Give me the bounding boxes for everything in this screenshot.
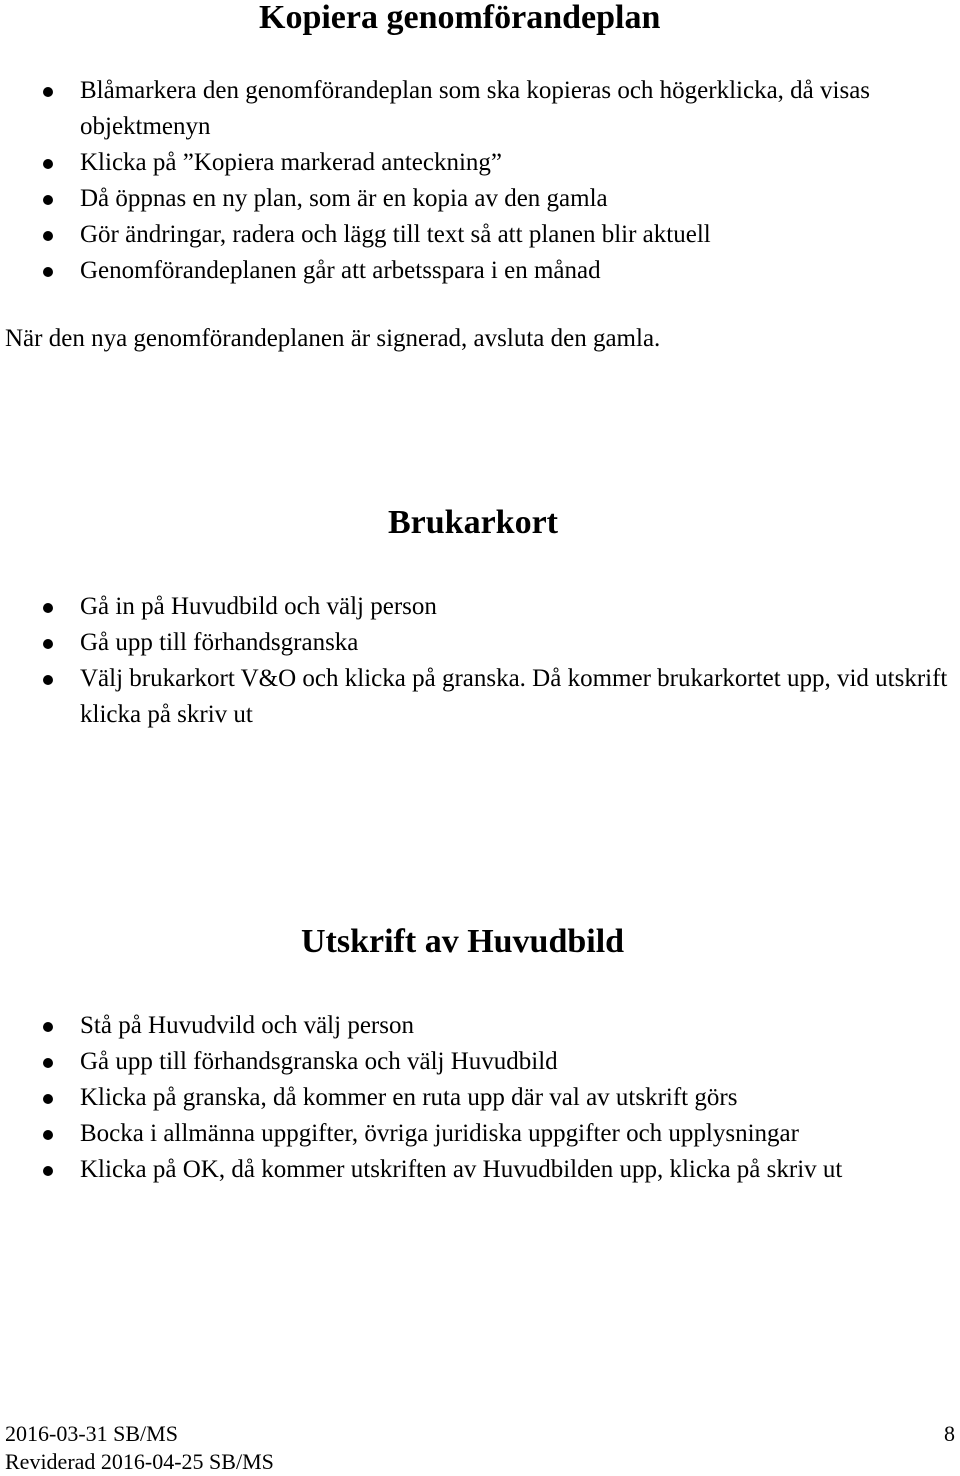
list-item [0,253,960,289]
bullet-icon [43,1166,53,1176]
list-item [0,589,960,625]
list-item [0,217,960,253]
page-number: 8 [944,1421,955,1446]
list-item-text: Klicka på ”Kopiera markerad anteckning” [80,149,503,176]
list-item [0,1008,960,1044]
list-item-text: Stå på Huvudvild och välj person [80,1012,414,1039]
bullet-icon [43,159,53,169]
section-title-utskrift: Utskrift av Huvudbild [301,923,625,960]
bullet-icon [43,195,53,205]
list-item [0,1080,960,1116]
closing-paragraph: När den nya genomförandeplanen är signerad, avsluta den gamla. [5,325,661,352]
bullet-icon [43,1022,53,1032]
list-item-text: Klicka på OK, då kommer utskriften av Huvudbilden upp, klicka på skriv ut [80,1156,843,1183]
list-item-text: Gå upp till förhandsgranska och välj Huvudbild [80,1048,558,1075]
list-item-text: Då öppnas en ny plan, som är en kopia av den gamla [80,185,608,212]
bullet-icon [43,267,53,277]
bullet-list-kopiera [0,73,960,289]
list-item-text: Blåmarkera den genomförandeplan som ska kopieras och högerklicka, då visas objektmenyn [80,77,871,140]
bullet-icon [43,87,53,97]
list-item-text: Genomförandeplanen går att arbetsspara i en månad [80,257,601,284]
bullet-icon [43,231,53,241]
list-item [0,145,960,181]
list-item [0,661,960,733]
bullet-icon [43,1058,53,1068]
list-item-text: Välj brukarkort V&O och klicka på granska. Då kommer brukarkortet upp, vid utskrift klicka på skriv ut [80,665,948,728]
list-item [0,1116,960,1152]
list-item-text: Bocka i allmänna uppgifter, övriga juridiska uppgifter och upplysningar [80,1120,799,1147]
list-item-text: Gå upp till förhandsgranska [80,629,359,656]
list-item-text: Gå in på Huvudbild och välj person [80,593,437,620]
list-item-text: Klicka på granska, då kommer en ruta upp där val av utskrift görs [80,1084,738,1111]
section-title-brukarkort: Brukarkort [388,504,558,541]
list-item [0,1152,960,1188]
bullet-icon [43,603,53,613]
bullet-list-utskrift [0,1008,960,1188]
footer-revised-date: Reviderad 2016-04-25 SB/MS [5,1449,274,1474]
list-item [0,1044,960,1080]
bullet-icon [43,639,53,649]
bullet-list-brukarkort [0,589,960,733]
footer-created-date: 2016-03-31 SB/MS [5,1421,178,1446]
list-item-text: Gör ändringar, radera och lägg till text så att planen blir aktuell [80,221,711,248]
bullet-icon [43,1130,53,1140]
list-item [0,73,960,145]
bullet-icon [43,675,53,685]
list-item [0,181,960,217]
footer-dates [5,1420,274,1476]
list-item [0,625,960,661]
section-title-kopiera: Kopiera genomförandeplan [259,0,661,36]
bullet-icon [43,1094,53,1104]
